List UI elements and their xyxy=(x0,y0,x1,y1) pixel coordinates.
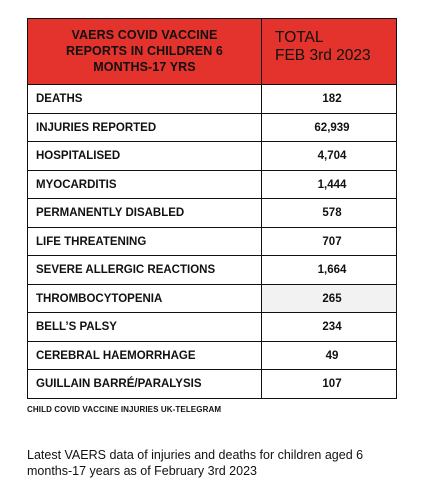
row-value: 4,704 xyxy=(262,142,397,171)
table-row xyxy=(27,199,397,228)
row-value: 107 xyxy=(262,370,397,399)
row-label: HOSPITALISED xyxy=(27,142,262,171)
row-label: PERMANENTLY DISABLED xyxy=(27,199,262,228)
row-label: GUILLAIN BARRÉ/PARALYSIS xyxy=(27,370,262,399)
row-label: THROMBOCYTOPENIA xyxy=(27,285,262,314)
table-row xyxy=(27,85,397,114)
row-label: SEVERE ALLERGIC REACTIONS xyxy=(27,256,262,285)
row-value: 182 xyxy=(262,85,397,114)
header-total-label: TOTAL xyxy=(275,29,324,46)
row-label: DEATHS xyxy=(27,85,262,114)
row-label: INJURIES REPORTED xyxy=(27,114,262,143)
table-row xyxy=(27,171,397,200)
row-label: BELL’S PALSY xyxy=(27,313,262,342)
table-row xyxy=(27,114,397,143)
table-row xyxy=(27,256,397,285)
row-value: 62,939 xyxy=(262,114,397,143)
header-title: VAERS COVID VACCINE REPORTS IN CHILDREN 6 MONTHS-17 YRS xyxy=(27,18,262,85)
row-value: 49 xyxy=(262,342,397,371)
row-value: 1,444 xyxy=(262,171,397,200)
table-row xyxy=(27,313,397,342)
row-value: 234 xyxy=(262,313,397,342)
header-total-date: FEB 3rd 2023 xyxy=(275,47,371,64)
row-value: 1,664 xyxy=(262,256,397,285)
header-total xyxy=(262,18,397,85)
row-label: LIFE THREATENING xyxy=(27,228,262,257)
table-row xyxy=(27,370,397,399)
row-label: CEREBRAL HAEMORRHAGE xyxy=(27,342,262,371)
vaers-table xyxy=(27,18,397,399)
table-row xyxy=(27,142,397,171)
table-row xyxy=(27,342,397,371)
table-row xyxy=(27,285,397,314)
table-body xyxy=(27,85,397,399)
table-row xyxy=(27,228,397,257)
row-label: MYOCARDITIS xyxy=(27,171,262,200)
row-value: 578 xyxy=(262,199,397,228)
caption-text: Latest VAERS data of injuries and deaths for children aged 6 months-17 years as of February 3rd 2023 xyxy=(27,448,364,478)
row-value: 707 xyxy=(262,228,397,257)
table-header xyxy=(27,18,397,85)
row-value: 265 xyxy=(262,285,397,314)
source-note: CHILD COVID VACCINE INJURIES UK-TELEGRAM xyxy=(27,405,222,414)
